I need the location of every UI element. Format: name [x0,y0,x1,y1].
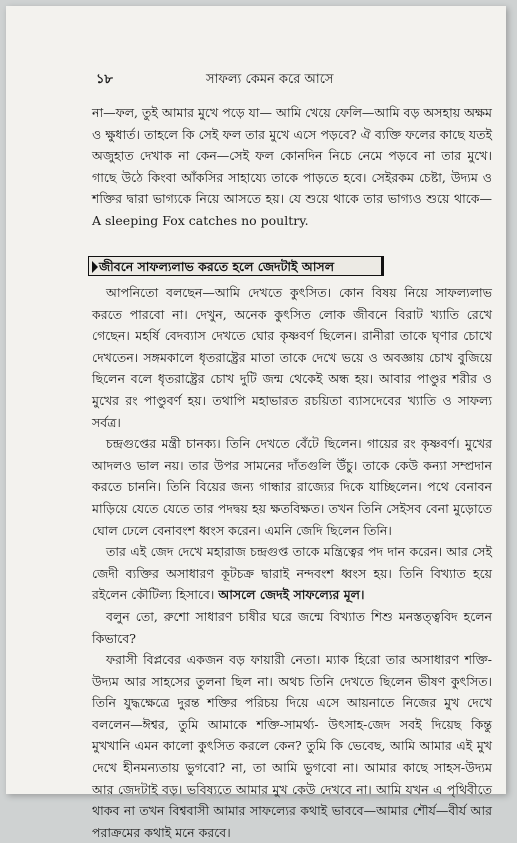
book-page [6,6,506,840]
paragraph-1: আপনিতো বলছেন—আমি দেখতে কুৎসিত। কোন বিষয় নিয়ে সাফল্যলাভ করতে পারবো না। দেখুন, অনেক কুৎসিত লোক জীবনে বিরাট খ্যাতি রেখে গেছেন। মহর্ষি বেদব্যাস দেখতে ঘোর কৃষ্ণবর্ণ ছিলেন। রানীরা তাকে ঘৃণার চোখে দেখতেন। সঙ্গমকালে ধৃতরাষ্ট্রের মাতা তাকে দেখে ভয়ে ও অবজ্ঞায় চোখ বুজিয়ে ছিলেন বলে ধৃতরাষ্ট্রের চোখ দুটি জন্ম থেকেই অন্ধ হয়। আবার পাণ্ডুর শরীর ও মুখের রং পাণ্ডুবর্ণ হয়। তথাপি মহাভারত রচয়িতা ব্যাসদেবের খ্যাতি ও সাফল্য সর্বত্র। [92,285,492,430]
paragraph-2: চন্দ্রগুপ্তের মন্ত্রী চানক্য। তিনি দেখতে বেঁটে ছিলেন। গায়ের রং কৃষ্ণবর্ণ। মুখের আদলও ভাল নয়। তার উপর সামনের দাঁতগুলি উঁচু। তাকে কেউ কন্যা সম্প্রদান করতে চাননি। তিনি বিয়ের জন্য গান্ধার রাজ্যের দিকে যাচ্ছিলেন। পথে বেনাবন মাড়িয়ে যেতে যেতে তার পদদ্বয় হয় ক্ষতবিক্ষত। তখন তিনি সেইসব বেনা মুড়োতে ঘোল ঢেলে বেনাবংশ ধ্বংস করেন। এমনি জেদি ছিলেন তিনি। [92,436,492,538]
top-text-block [92,102,492,232]
paragraph-5: ফরাসী বিপ্লবের একজন বড় ফায়ারী নেতা। ম্যাক হিরো তার অসাধারণ শক্তি-উদ্যম আর সাহসের তুলনা ছিল না। অথচ তিনি দেখতে ছিলেন ভীষণ কুৎসিত। তিনি যুদ্ধক্ষেত্রে দুরন্ত শক্তির পরিচয় দিয়ে এসে আয়নাতে নিজের মুখ দেখে বললেন—ঈশ্বর, তুমি আমাকে শক্তি-সামর্থ্য- উৎসাহ-জেদ সবই দিয়েছ কিন্তু মুখখানি এমন কালো কুৎসিত করলে কেন? তুমি কি ভেবেছ, আমি আমার এই মুখ দেখে হীনমন্যতায় ভুগবো? না, তা আমি ভুগবো না। আমার কাছে সাহস-উদ্যম আর জেদটাই বড়। ভবিষ্যতে আমার মুখ কেউ দেখবে না। আমি যখন এ পৃথিবীতে থাকব না তখন বিশ্ববাসী আমার সাফল্যের কথাই ভাববে—আমার শৌর্য—বীর্য আর পরাক্রমের কথাই মনে করবে। [92,652,492,840]
paragraph-intro: না—ফল, তুই আমার মুখে পড়ে যা— আমি খেয়ে ফেলি—আমি বড় অসহায় অক্ষম ও ক্ষুধার্ত। তাহলে কি সেই ফল তার মুখে এসে পড়বে? ঐ ব্যক্তি ফলের কাছে যতই অজুহাত দেখাক না কেন—সেই ফল কোনদিন নিচে নেমে পড়বে না তার মুখে। গাছে উঠে কিংবা আঁকসির সাহায্যে তাকে পাড়তে হবে। সেইরকম চেষ্টা, উদ্যম ও শক্তির দ্বারা ভাগ্যকে নিয়ে আসতে হয়। যে শুয়ে থাকে তার ভাগ্যও শুয়ে থাকে—A sleeping Fox catches no poultry. [92,105,492,228]
paragraph-4: বলুন তো, রুশো সাধারণ চাষীর ঘরে জন্মে বিখ্যাত শিশু মনস্তত্ত্ববিদ হলেন কিভাবে? [92,608,492,646]
page-number: ১৮ [96,72,113,87]
bold-phrase: আসলে জেদই সাফল্যের মূল। [218,587,365,603]
paragraph-3-text: তার এই জেদ দেখে মহারাজ চন্দ্রগুপ্ত তাকে মন্ত্রিত্বের পদ দান করেন। আর সেই জেদী ব্যক্তির অসাধারণ কূটচক্র দ্বারাই নন্দবংশ ধ্বংস হয়। তিনি বিখ্যাত হয়ে রইলেন কৌটিল্য হিসাবে। [92,544,492,603]
section-heading: জীবনে সাফল্যলাভ করতে হলে জেদটাই আসল [88,256,384,276]
main-text-block [92,282,492,843]
running-title: সাফল্য কেমন করে আসে [206,72,334,87]
paragraph-3 [92,541,492,606]
